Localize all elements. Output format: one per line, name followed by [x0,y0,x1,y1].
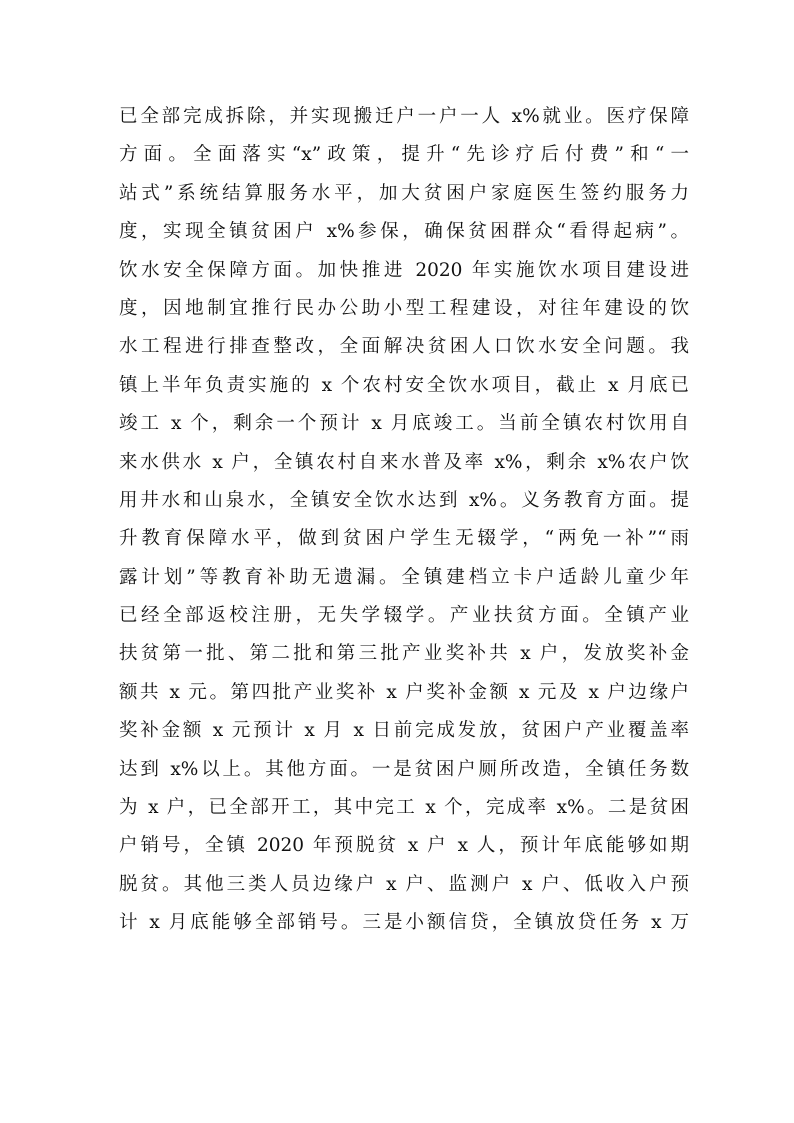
text-line: 扶贫第一批、第二批和第三批产业奖补共 x 户，发放奖补金 [119,643,689,665]
text-line: 已经全部返校注册，无失学辍学。产业扶贫方面。全镇产业 [119,605,689,627]
text-line: 脱贫。其他三类人员边缘户 x 户、监测户 x 户、低收入户预 [119,873,689,895]
body-paragraph [119,98,689,943]
text-line: 度，因地制宜推行民办公助小型工程建设，对往年建设的饮 [119,297,689,319]
text-line: 站式”系统结算服务水平，加大贫困户家庭医生签约服务力 [119,182,689,204]
text-line: 用井水和山泉水，全镇安全饮水达到 x%。义务教育方面。提 [119,489,689,511]
text-line: 达到 x%以上。其他方面。一是贫困户厕所改造，全镇任务数 [119,758,689,780]
text-line: 水工程进行排查整改，全面解决贫困人口饮水安全问题。我 [119,336,689,358]
text-line: 来水供水 x 户，全镇农村自来水普及率 x%，剩余 x%农户饮 [119,451,689,473]
text-line: 额共 x 元。第四批产业奖补 x 户奖补金额 x 元及 x 户边缘户 [119,681,689,703]
text-line: 度，实现全镇贫困户 x%参保，确保贫困群众“看得起病”。 [119,221,689,243]
text-line: 升教育保障水平，做到贫困户学生无辍学，“两免一补”“雨 [119,528,689,550]
text-line: 户销号，全镇 2020 年预脱贫 x 户 x 人，预计年底能够如期 [119,835,689,857]
text-line: 方面。全面落实“x”政策，提升“先诊疗后付费”和“一 [119,144,689,166]
text-line: 奖补金额 x 元预计 x 月 x 日前完成发放，贫困户产业覆盖率 [119,720,689,742]
text-line: 露计划”等教育补助无遗漏。全镇建档立卡户适龄儿童少年 [119,566,689,588]
text-line: 已全部完成拆除，并实现搬迁户一户一人 x%就业。医疗保障 [119,106,689,127]
text-line: 竣工 x 个，剩余一个预计 x 月底竣工。当前全镇农村饮用自 [119,413,689,435]
text-line: 为 x 户，已全部开工，其中完工 x 个，完成率 x%。二是贫困 [119,797,689,819]
text-line: 镇上半年负责实施的 x 个农村安全饮水项目，截止 x 月底已 [119,374,689,396]
text-line: 计 x 月底能够全部销号。三是小额信贷，全镇放贷任务 x 万 [119,912,689,934]
text-line: 饮水安全保障方面。加快推进 2020 年实施饮水项目建设进 [119,259,689,281]
